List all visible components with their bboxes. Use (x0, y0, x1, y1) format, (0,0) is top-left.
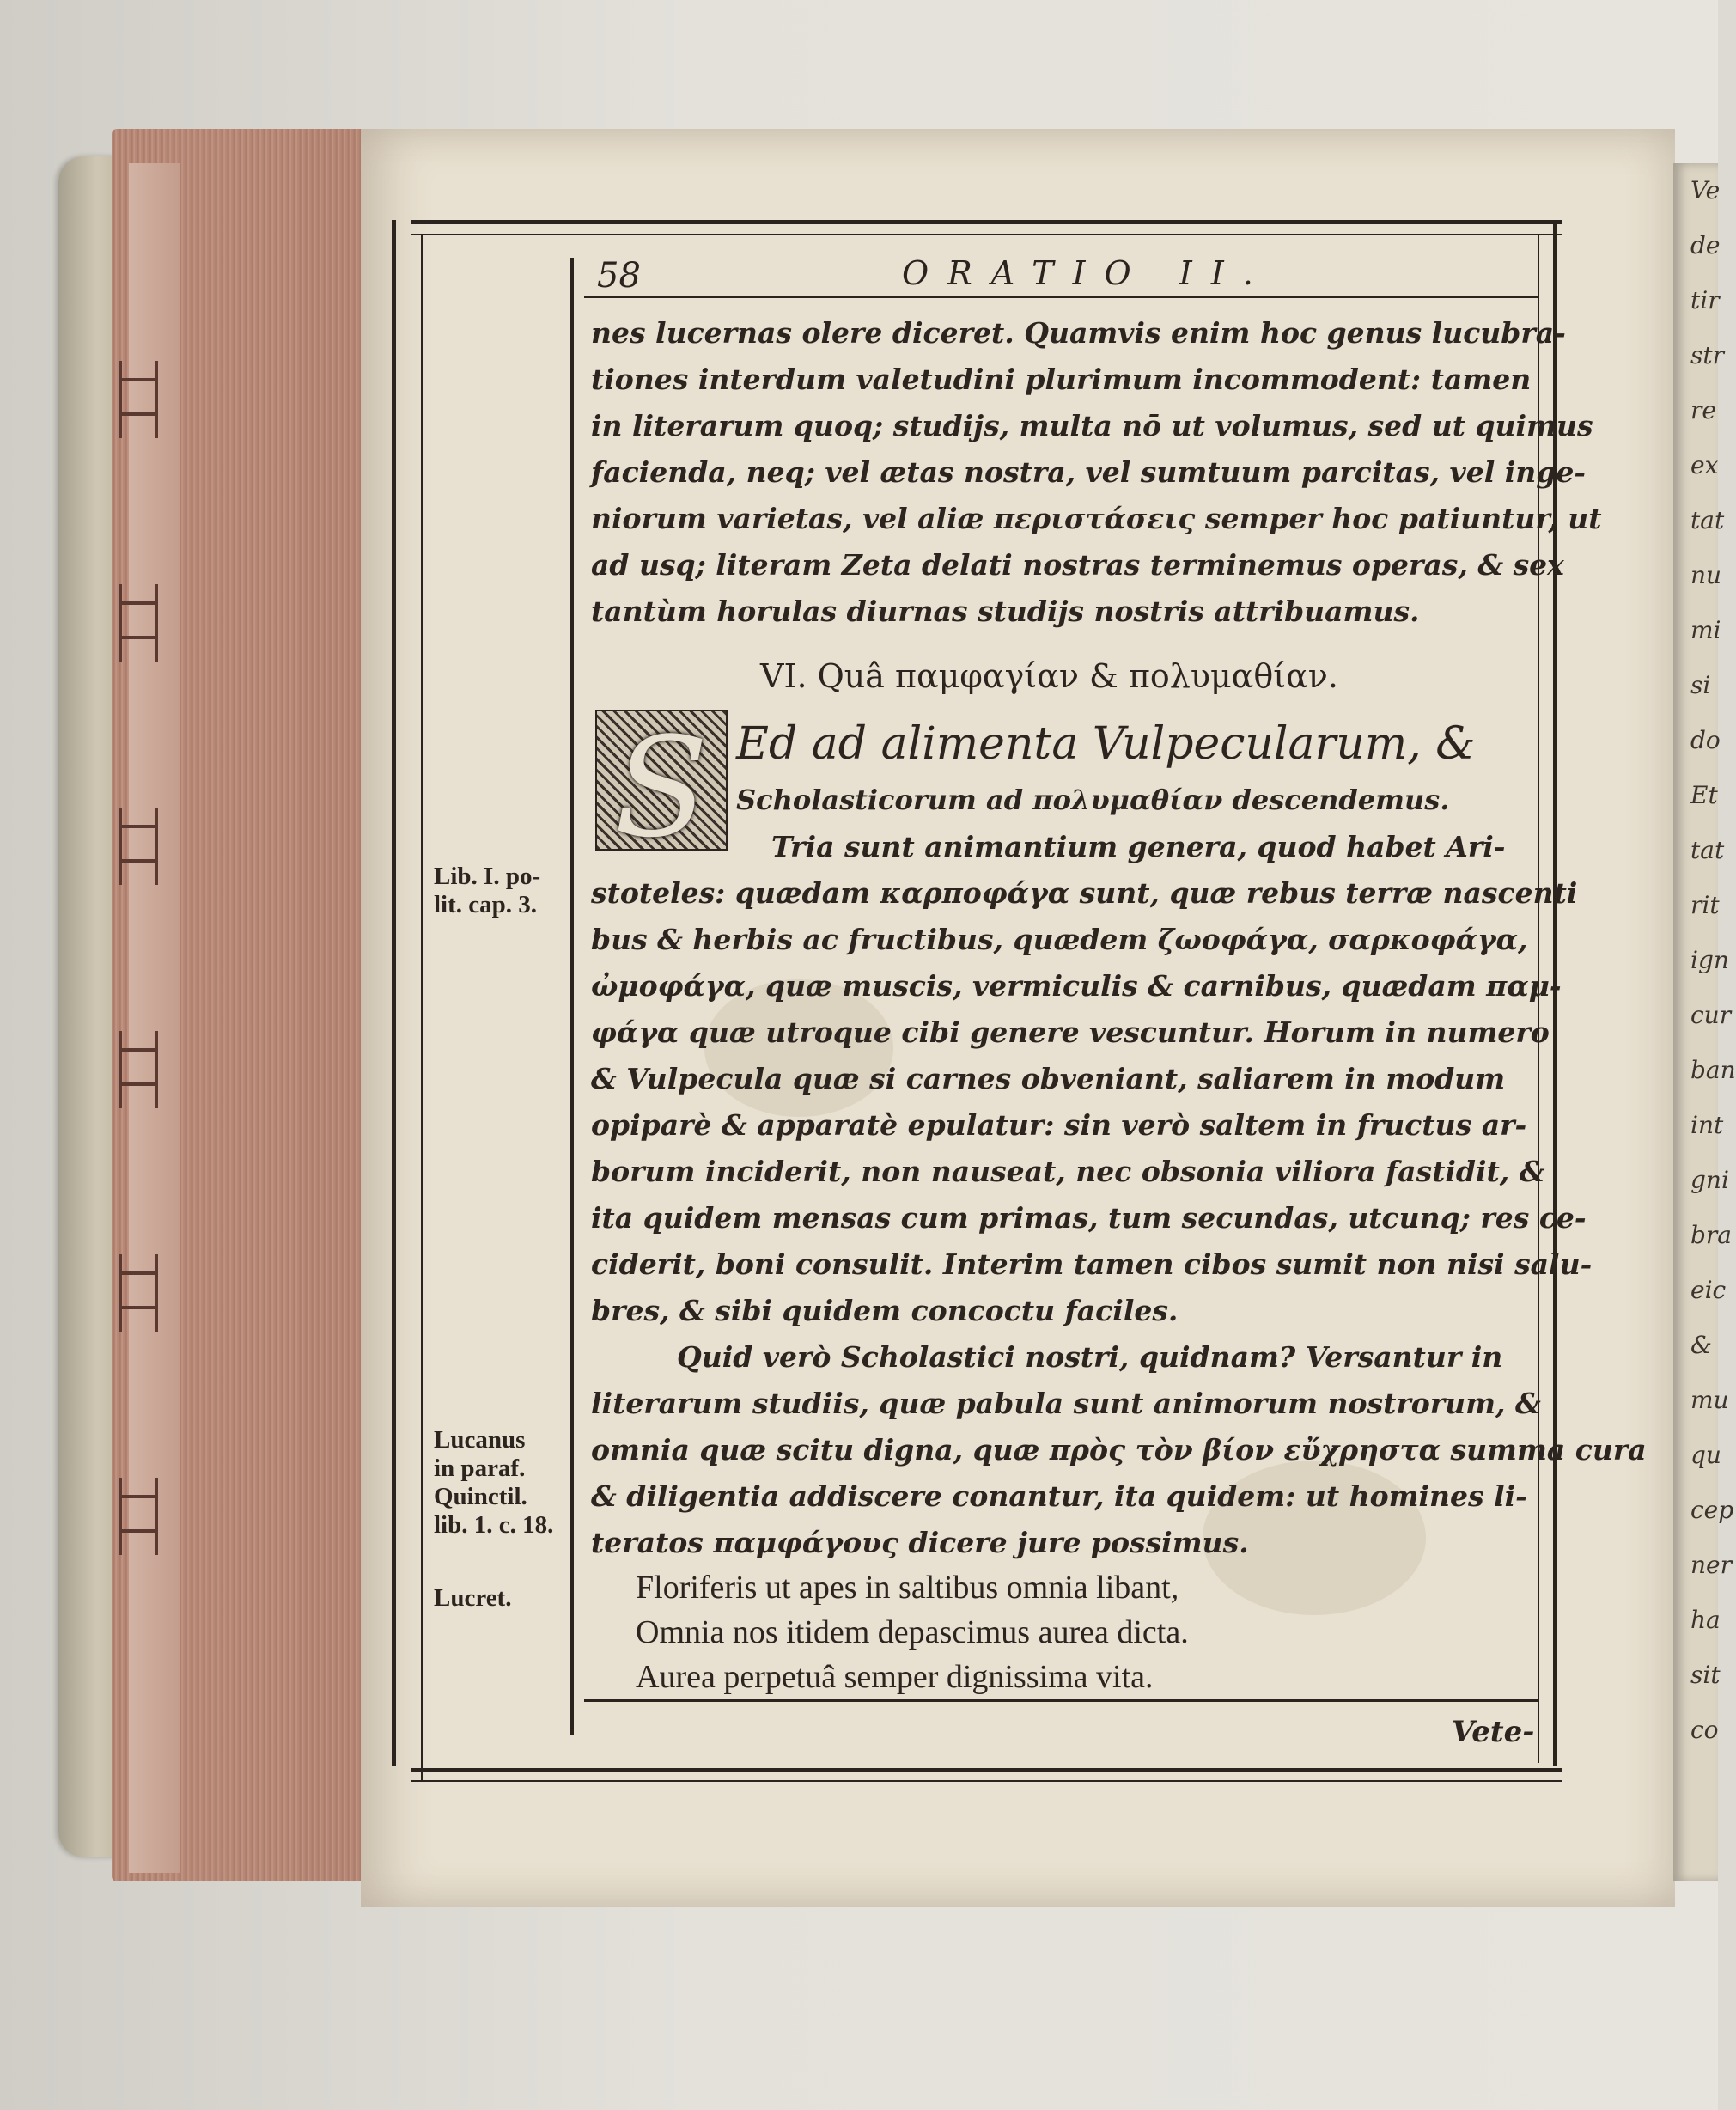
text-line: facienda, neq; vel ætas nostra, vel sumtuum parcitas, vel inge- (591, 455, 1587, 489)
page-number: 58 (597, 256, 641, 296)
text-line: Quid verò Scholastici nostri, quidnam? Versantur in (677, 1340, 1503, 1374)
text-line: ita quidem mensas cum primas, tum secundas, utcunq; res ce- (591, 1201, 1587, 1235)
text-line: niorum varietas, vel aliæ περιστάσεις semper hoc patiuntur, ut (591, 502, 1602, 535)
text-line: omnia quæ scitu digna, quæ πρὸς τὸν βίον εὔχρηστα summa cura (591, 1433, 1647, 1467)
margin-note-line: lib. 1. c. 18. (434, 1511, 554, 1539)
margin-note-line: Lucret. (434, 1584, 512, 1612)
adjacent-page-fragment: & (1690, 1331, 1712, 1359)
adjacent-page-fragment: ban (1690, 1056, 1736, 1084)
fore-edge-mark (119, 584, 158, 662)
header-rule (584, 296, 1538, 298)
text-line: bus & herbis ac fructibus, quædem ζωοφάγα, σαρκοφάγα, (591, 923, 1528, 956)
fore-edge-mark (119, 1254, 158, 1332)
margin-note-line: Quinctil. (434, 1483, 527, 1510)
adjacent-page-fragment: de (1690, 231, 1721, 259)
fore-edge-mark (119, 1031, 158, 1108)
adjacent-page-fragment: rit (1690, 891, 1720, 919)
text-line: tantùm horulas diurnas studijs nostris attribuamus. (591, 595, 1420, 628)
frame-top-inner (411, 234, 1562, 235)
running-title: ORATIO II. (902, 254, 1272, 292)
text-line: ὠμοφάγα, quæ muscis, vermiculis & carnibus, quædam παμ- (591, 969, 1562, 1003)
adjacent-page (1673, 163, 1736, 1881)
adjacent-page-fragment: qu (1690, 1441, 1721, 1469)
margin-note (434, 1426, 553, 1540)
text-line: bres, & sibi quidem concoctu faciles. (591, 1294, 1179, 1327)
adjacent-page-fragment: co (1690, 1716, 1719, 1744)
text-line: nes lucernas olere diceret. Quamvis enim hoc genus lucubra- (591, 316, 1566, 350)
adjacent-page-fragment: cep (1690, 1496, 1734, 1524)
margin-note-line: in paraf. (434, 1454, 526, 1482)
verse-line: Floriferis ut apes in saltibus omnia libant, (636, 1570, 1179, 1606)
text-line: Tria sunt animantium genera, quod habet Ari- (771, 830, 1506, 863)
text-line: tiones interdum valetudini plurimum incommodent: tamen (591, 363, 1532, 396)
adjacent-page-fragment: nu (1690, 561, 1722, 589)
margin-note (434, 1584, 511, 1613)
adjacent-page-fragment: ner (1690, 1551, 1732, 1579)
adjacent-page-fragment: gni (1690, 1166, 1729, 1194)
adjacent-page-fragment: cur (1690, 1001, 1732, 1029)
fore-edge-marks (119, 361, 153, 1735)
text-line: literarum studiis, quæ pabula sunt animorum nostrorum, & (591, 1387, 1541, 1420)
frame-bottom-inner (411, 1780, 1562, 1782)
verse-line: Omnia nos itidem depascimus aurea dicta. (636, 1614, 1189, 1650)
adjacent-page-fragment: int (1690, 1111, 1724, 1139)
adjacent-page-fragment: str (1690, 341, 1725, 369)
verse-line: Aurea perpetuâ semper dignissima vita. (636, 1659, 1154, 1695)
text-line: opiparè & apparatè epulatur: sin verò saltem in fructus ar- (591, 1108, 1527, 1142)
frame-left-inner (421, 234, 423, 1780)
text-line: teratos παμφάγους dicere jure possimus. (591, 1526, 1249, 1559)
frame-left-outer (392, 220, 396, 1766)
adjacent-page-fragment: ex (1690, 451, 1719, 479)
adjacent-page-fragment: mi (1690, 616, 1721, 644)
text-line: borum inciderit, non nauseat, nec obsonia viliora fastidit, & (591, 1155, 1545, 1188)
frame-bottom-outer (411, 1768, 1562, 1772)
drop-cap-letter: S (614, 707, 709, 868)
margin-note-line: lit. cap. 3. (434, 891, 538, 918)
text-line: ad usq; literam Zeta delati nostras terminemus operas, & sex (591, 548, 1564, 582)
fore-edge-mark (119, 1478, 158, 1555)
adjacent-page-fragment: Ve (1690, 176, 1721, 204)
margin-note-line: Lib. I. po- (434, 863, 541, 890)
adjacent-page-fragment: re (1690, 396, 1716, 424)
catchword: Vete- (1452, 1715, 1535, 1749)
adjacent-page-fragment: mu (1690, 1386, 1729, 1414)
fore-edge-mark (119, 808, 158, 885)
fore-edge-mark (119, 361, 158, 438)
adjacent-page-fragment: bra (1690, 1221, 1733, 1249)
text-line: φάγα quæ utroque cibi genere vescuntur. Horum in numero (591, 1015, 1550, 1049)
margin-note-line: Lucanus (434, 1426, 526, 1454)
adjacent-page-fragment: ign (1690, 946, 1729, 974)
text-line: ciderit, boni consulit. Interim tamen cibos sumit non nisi salu- (591, 1247, 1593, 1281)
margin-column-rule (570, 258, 574, 1735)
text-line: in literarum quoq; studijs, multa nō ut volumus, sed ut quimus (591, 409, 1593, 442)
adjacent-page-fragment: ha (1690, 1606, 1721, 1634)
margin-note (434, 863, 540, 919)
adjacent-page-fragment: tat (1690, 506, 1725, 534)
text-line: stoteles: quædam καρποφάγα sunt, quæ rebus terræ nascenti (591, 876, 1578, 910)
opening-line-2: Scholasticorum ad πολυμαθίαν descendemus. (736, 784, 1450, 816)
text-line: & Vulpecula quæ si carnes obveniant, saliarem in modum (591, 1062, 1506, 1095)
text-line: & diligentia addiscere conantur, ita quidem: ut homines li- (591, 1479, 1527, 1513)
adjacent-page-fragment: do (1690, 726, 1721, 754)
adjacent-page-fragment: si (1690, 671, 1711, 699)
opening-line: Ed ad alimenta Vulpecularum, & (736, 718, 1476, 770)
adjacent-page-fragment: sit (1690, 1661, 1721, 1689)
adjacent-page-fragment: tir (1690, 286, 1720, 314)
decorated-initial (595, 707, 728, 868)
frame-top-outer (411, 220, 1562, 224)
adjacent-page-fragment: eic (1690, 1276, 1727, 1304)
adjacent-page-fragment: Et (1690, 781, 1718, 809)
section-heading: VI. Quâ παμφαγίαν & πολυμαθίαν. (760, 657, 1338, 695)
footer-rule (584, 1699, 1538, 1702)
adjacent-page-fragment: tat (1690, 836, 1725, 864)
